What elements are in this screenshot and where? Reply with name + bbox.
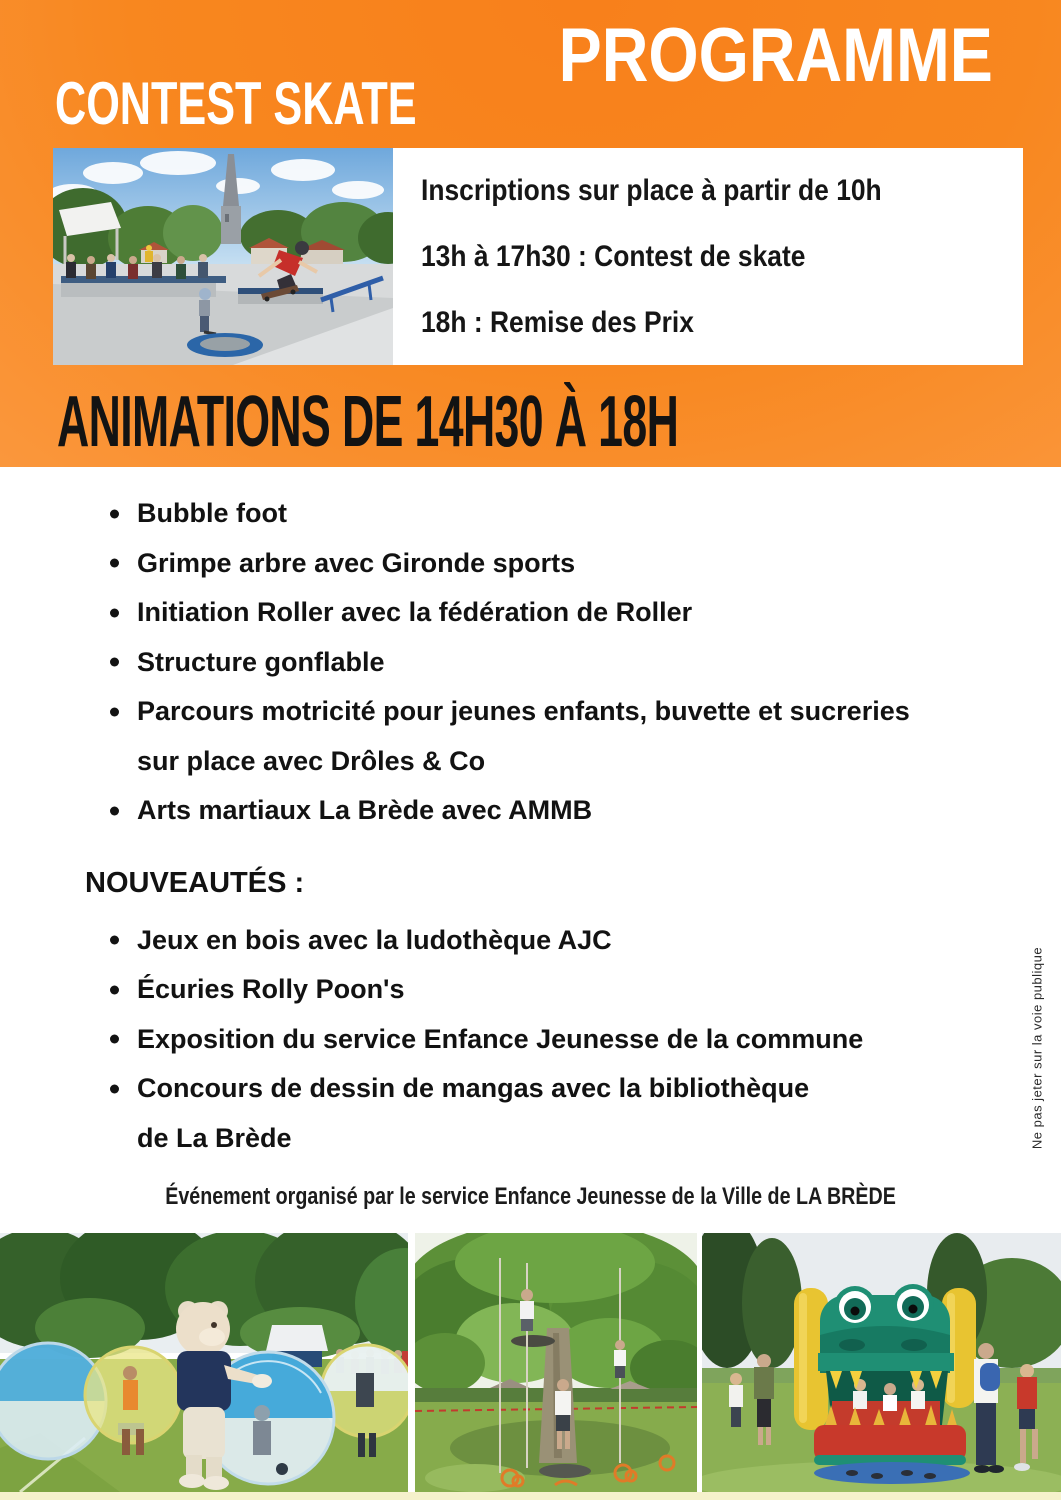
bullet-icon [110,1035,119,1044]
list-item-text: Parcours motricité pour jeunes enfants, buvette et sucreries [137,696,910,726]
bullet-icon [110,559,119,568]
list-item [85,916,1015,966]
bullet-icon [110,806,119,815]
do-not-litter-note: Ne pas jeter sur la voie publique [1029,946,1045,1150]
activities-section [85,489,1015,1163]
photo-strip [0,1233,1061,1492]
list-item-text: Exposition du service Enfance Jeunesse de la commune [137,1023,864,1054]
schedule-line: 18h : Remise des Prix [421,305,694,339]
list-item-text: Jeux en bois avec la ludothèque AJC [137,924,612,955]
list-item [85,687,1015,737]
list-item-text: Grimpe arbre avec Gironde sports [137,547,576,578]
list-item [85,1015,1015,1065]
bullet-icon [110,658,119,667]
bullet-icon [110,608,119,617]
nouveautes-list [85,916,1015,1164]
tree-climbing-photo [415,1233,697,1492]
bullet-icon [110,707,119,716]
list-item-text: Initiation Roller avec la fédération de Roller [137,597,693,627]
nouveautes-heading: NOUVEAUTÉS : [85,866,305,899]
list-item [85,588,1015,638]
schedule-line: Inscriptions sur place à partir de 10h [421,173,882,207]
contest-skate-title: CONTEST SKATE [55,70,417,137]
list-item-text: de La Brède [137,1122,292,1153]
organizer-note [0,1183,1061,1211]
bullet-icon [110,1084,119,1093]
bubble-foot-photo [0,1233,408,1492]
animations-heading: ANIMATIONS DE 14H30 À 18H [57,382,679,462]
crocodile-bouncy-castle [794,1284,976,1484]
list-item [85,489,1015,539]
list-item [85,1064,1015,1114]
list-item [85,539,1015,589]
poster-title: PROGRAMME [558,13,993,98]
list-item-text: sur place avec Drôles & Co [137,745,486,776]
schedule-line: 13h à 17h30 : Contest de skate [421,239,806,273]
bullet-icon [110,509,119,518]
skatepark-photo [53,148,393,365]
list-item-text: Structure gonflable [137,646,385,677]
bottom-cream-strip [0,1492,1061,1500]
list-item [85,786,1015,836]
hero-section [0,0,1061,467]
list-item [85,965,1015,1015]
bullet-icon [110,936,119,945]
list-item-text: Arts martiaux La Brède avec AMMB [137,795,593,825]
list-item-text: Bubble foot [137,498,287,528]
organizer-note-text: Événement organisé par le service Enfance Jeunesse de la Ville de LA BRÈDE [165,1183,896,1210]
list-item-continuation [85,1114,1015,1164]
list-item-text: Écuries Rolly Poon's [137,974,405,1004]
inflatable-crocodile-photo [702,1233,1061,1492]
bullet-icon [110,985,119,994]
kids-inside [853,1379,925,1411]
list-item [85,638,1015,688]
schedule-box [393,148,1023,365]
list-item-continuation [85,737,1015,787]
skatepark-illustration [53,148,393,365]
list-item-text: Concours de dessin de mangas avec la bibliothèque [137,1073,810,1103]
